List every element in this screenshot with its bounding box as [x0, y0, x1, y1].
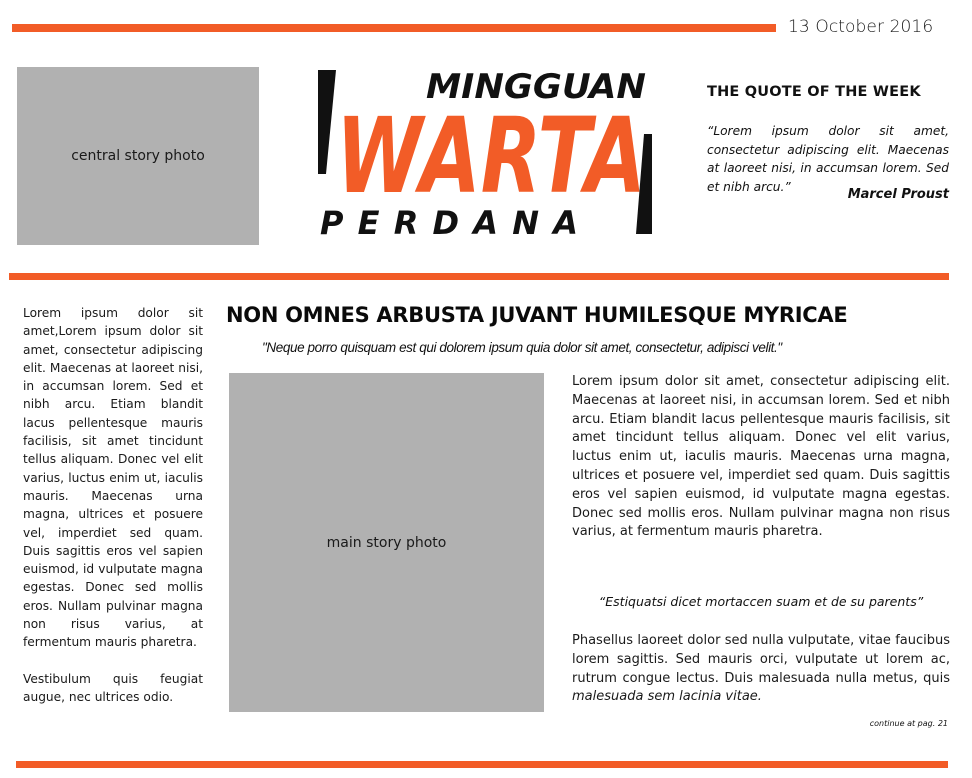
- logo-line-perdana: PERDANA: [320, 204, 578, 240]
- main-photo-label: main story photo: [326, 534, 447, 551]
- logo-left-slash: [318, 70, 336, 174]
- main-paragraph-2: Phasellus laoreet dolor sed nulla vulputate, vitae faucibus lorem sagittis. Sed mauris orci, vulputate ut lorem ac, rutrum congue lectus. Duis malesuada nulla metus, quis: [572, 633, 950, 686]
- quote-title: THE QUOTE OF THE WEEK: [707, 84, 921, 100]
- main-story-body-continued: [572, 632, 950, 707]
- continue-link[interactable]: continue at pag. 21: [869, 719, 948, 728]
- main-paragraph: Lorem ipsum dolor sit amet, consectetur adipiscing elit. Maecenas at laoreet nisi, in accumsan lorem. Sed et nibh arcu. Etiam blandit lacus pellentesque mauris facilisis, sit amet tincidunt tellus aliquam. Donec vel elit varius, luctus enim ut, iaculis mauris. Maecenas urna magna, ultrices et posuere vel, imperdiet sed quam. Duis sagittis eros vel sapien euismod, id vulputate magna egestas. Donec sed mollis eros. Nullam pulvinar magna non risus varius, at fermentum mauris pharetra.: [572, 374, 950, 540]
- main-paragraph-2-italic: malesuada sem lacinia vitae.: [572, 689, 762, 705]
- pull-quote: “Estiquatsi dicet mortaccen suam et de su parents”: [598, 594, 924, 609]
- main-story-photo: [229, 373, 544, 712]
- bottom-rule: [16, 761, 948, 768]
- quote-author: Marcel Proust: [847, 187, 949, 202]
- quote-of-the-week: [707, 84, 949, 202]
- logo-line-mingguan: MINGGUAN: [426, 67, 646, 107]
- side-column: [23, 304, 203, 724]
- main-headline: NON OMNES ARBUSTA JUVANT HUMILESQUE MYRICAE: [226, 303, 848, 327]
- top-rule: [12, 24, 776, 32]
- masthead-logo: [316, 64, 656, 240]
- main-subhead: "Neque porro quisquam est qui dolorem ipsum quia dolor sit amet, consectetur, adipisci velit.": [262, 340, 782, 355]
- issue-date: 13 October 2016: [788, 17, 934, 37]
- quote-text: “Lorem ipsum dolor sit amet, consectetur adipiscing elit. Maecenas at laoreet nisi, in accumsan lorem. Sed et nibh arcu.”: [707, 124, 949, 194]
- central-photo-label: central story photo: [71, 148, 205, 164]
- logo-line-warta: WARTA: [336, 95, 646, 217]
- side-paragraph: Lorem ipsum dolor sit amet,Lorem ipsum dolor sit amet, consectetur adipiscing elit. Maecenas at laoreet nisi, in accumsan lorem. Sed et nibh arcu. Etiam blandit lacus pellentesque mauris facilisis, sit amet tincidunt tellus aliquam. Donec vel elit varius, luctus enim ut, iaculis mauris. Maecenas urna magna, ultrices et posuere vel, imperdiet sed quam. Duis sagittis eros vel sapien euismod, id vulputate magna egestas. Donec sed mollis eros. Nullam pulvinar magna non risus varius, at fermentum mauris pharetra.: [23, 306, 203, 650]
- main-story-body: [572, 373, 950, 542]
- central-story-photo: [17, 67, 259, 245]
- section-rule: [9, 273, 949, 280]
- side-paragraph: Vestibulum quis feugiat augue, nec ultrices odio.: [23, 671, 203, 704]
